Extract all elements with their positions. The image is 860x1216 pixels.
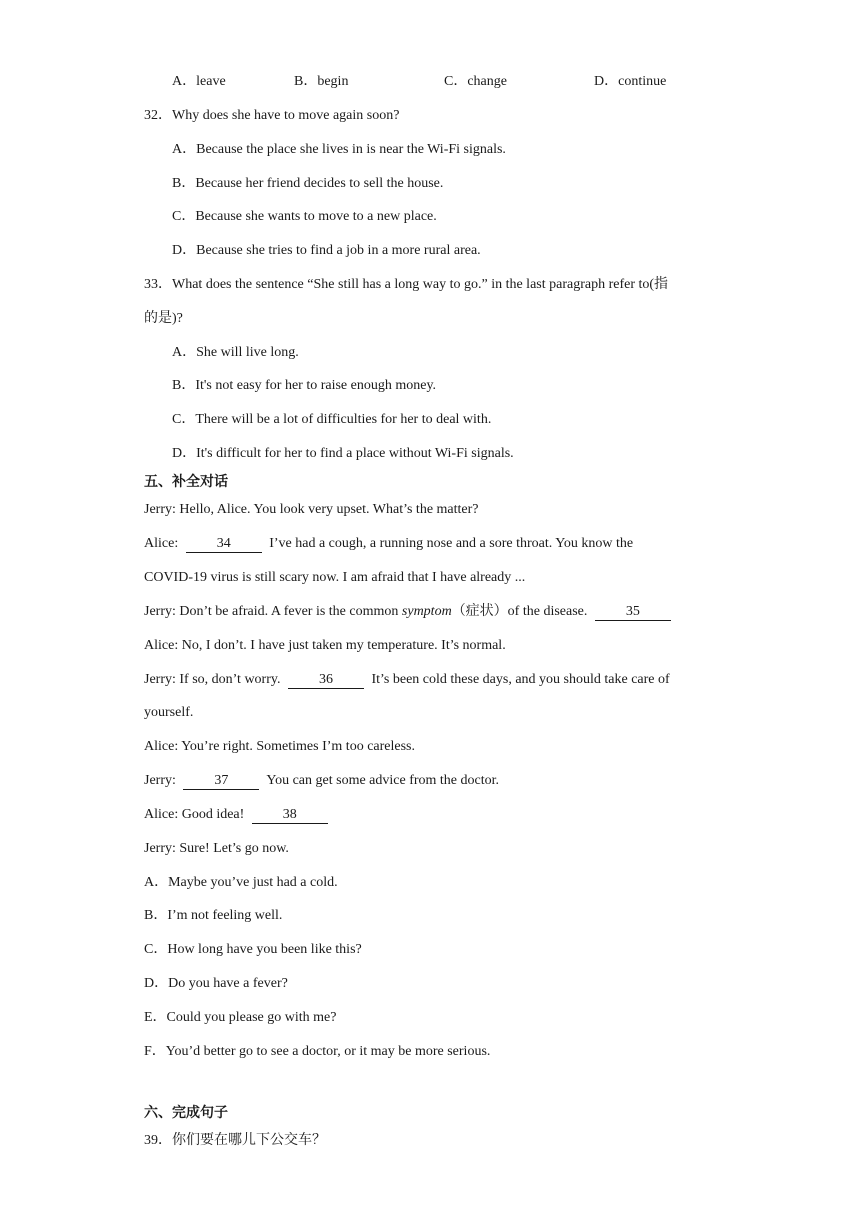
q33-option-a: A．She will live long. xyxy=(172,345,299,360)
q33-option-b: B．It's not easy for her to raise enough money. xyxy=(172,378,437,393)
q32-option-d: D．Because she tries to find a job in a more rural area. xyxy=(172,243,481,258)
q32-option-c: C．Because she wants to move to a new place. xyxy=(172,209,437,224)
option-letter: A． xyxy=(172,74,197,89)
dialogue-line-4 xyxy=(144,602,675,622)
q32-option-a: A．Because the place she lives in is near the Wi-Fi signals. xyxy=(172,142,506,157)
dialogue-text: （症状）of the disease. xyxy=(451,604,588,619)
italic-term: symptom xyxy=(401,604,452,619)
dialogue-line-8: Alice: You’re right. Sometimes I’m too careless. xyxy=(144,739,416,754)
dialogue-text: It’s been cold these days, and you should take care of xyxy=(371,672,670,687)
speaker: Alice: xyxy=(144,536,179,551)
q32-option-b: B．Because her friend decides to sell the house. xyxy=(172,176,444,191)
dialogue-option-e: E．Could you please go with me? xyxy=(144,1010,337,1025)
dialogue-option-f: F．You’d better go to see a doctor, or it may be more serious. xyxy=(144,1044,491,1059)
speaker: Jerry: xyxy=(144,773,176,788)
blank-37[interactable]: 37 xyxy=(183,773,259,790)
q33-stem-line2: 的是)? xyxy=(144,311,183,326)
dialogue-line-3: COVID-19 virus is still scary now. I am afraid that I have already ... xyxy=(144,570,526,585)
dialogue-line-11: Jerry: Sure! Let’s go now. xyxy=(144,841,289,856)
q33-option-d: D．It's difficult for her to find a place without Wi-Fi signals. xyxy=(172,446,514,461)
dialogue-line-2 xyxy=(144,534,633,554)
dialogue-line-6 xyxy=(144,670,670,690)
q31-option-b xyxy=(294,72,348,92)
option-text: change xyxy=(467,74,507,89)
dialogue-line-10 xyxy=(144,805,332,825)
q31-option-c xyxy=(444,72,507,92)
dialogue-option-d: D．Do you have a fever? xyxy=(144,976,288,991)
dialogue-option-a: A．Maybe you’ve just had a cold. xyxy=(144,875,338,890)
option-letter: D． xyxy=(594,74,619,89)
dialogue-line-7: yourself. xyxy=(144,705,194,720)
option-text: continue xyxy=(618,74,667,89)
q32-stem: 32．Why does she have to move again soon? xyxy=(144,108,400,123)
dialogue-text: Alice: Good idea! xyxy=(144,807,245,822)
q39-stem: 39．你们要在哪儿下公交车？ xyxy=(144,1133,326,1148)
dialogue-line-9 xyxy=(144,771,499,791)
dialogue-text: I’ve had a cough, a running nose and a sore throat. You know the xyxy=(269,536,634,551)
dialogue-line-5: Alice: No, I don’t. I have just taken my temperature. It’s normal. xyxy=(144,638,506,653)
option-letter: B． xyxy=(294,74,318,89)
section6-heading: 六、完成句子 xyxy=(144,1105,228,1121)
blank-38[interactable]: 38 xyxy=(252,807,328,824)
dialogue-text: Jerry: Don’t be afraid. A fever is the common xyxy=(144,604,402,619)
section5-heading: 五、补全对话 xyxy=(144,474,228,490)
option-letter: C． xyxy=(444,74,468,89)
dialogue-line-1: Jerry: Hello, Alice. You look very upset. What’s the matter? xyxy=(144,502,479,517)
q33-stem-line1: 33．What does the sentence “She still has a long way to go.” in the last paragraph refer to(指 xyxy=(144,277,669,292)
blank-36[interactable]: 36 xyxy=(288,672,364,689)
option-text: leave xyxy=(196,74,226,89)
q31-option-d xyxy=(594,72,666,92)
blank-34[interactable]: 34 xyxy=(186,536,262,553)
dialogue-option-c: C．How long have you been like this? xyxy=(144,942,362,957)
dialogue-text: You can get some advice from the doctor. xyxy=(266,773,500,788)
dialogue-option-b: B．I’m not feeling well. xyxy=(144,908,283,923)
q31-option-a xyxy=(172,72,226,92)
dialogue-text: Jerry: If so, don’t worry. xyxy=(144,672,281,687)
blank-35[interactable]: 35 xyxy=(595,604,671,621)
q33-option-c: C．There will be a lot of difficulties for her to deal with. xyxy=(172,412,492,427)
option-text: begin xyxy=(317,74,349,89)
